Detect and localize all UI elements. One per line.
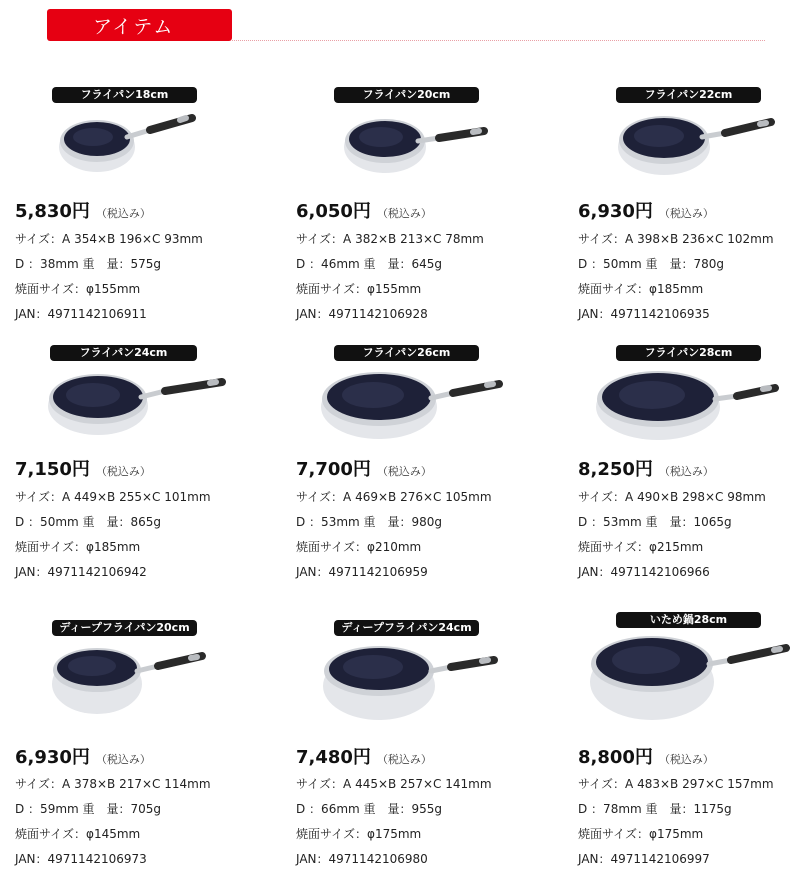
frying-pan-image xyxy=(281,363,541,455)
price: 5,830円 xyxy=(15,201,90,222)
spec-jan: JAN：4971142106928 xyxy=(296,307,428,321)
spec-jan: JAN：4971142106959 xyxy=(296,565,428,579)
spec-depth-weight: D ：59mm 重 量：705g xyxy=(15,802,162,816)
spec-size: サイズ：A 354×B 196×C 93mm xyxy=(15,232,203,246)
product-label: フライパン20cm xyxy=(334,87,479,103)
product-card[interactable] xyxy=(281,87,541,345)
product-label: ディープフライパン20cm xyxy=(52,620,197,636)
deep-frying-pan-image xyxy=(281,638,541,730)
price-line xyxy=(15,743,151,769)
spec-size: サイズ：A 398×B 236×C 102mm xyxy=(578,232,774,246)
spec-surface: 焼面サイズ：φ185mm xyxy=(15,540,141,554)
spec-surface: 焼面サイズ：φ145mm xyxy=(15,827,141,841)
spec-surface: 焼面サイズ：φ185mm xyxy=(578,282,704,296)
price: 8,800円 xyxy=(578,747,653,768)
price: 7,480円 xyxy=(296,747,371,768)
price: 6,050円 xyxy=(296,201,371,222)
price-line xyxy=(578,743,714,769)
price-line xyxy=(296,455,432,481)
price: 8,250円 xyxy=(578,459,653,480)
spec-surface: 焼面サイズ：φ175mm xyxy=(578,827,704,841)
spec-size: サイズ：A 378×B 217×C 114mm xyxy=(15,777,211,791)
product-card[interactable] xyxy=(563,87,800,345)
product-label: フライパン18cm xyxy=(52,87,197,103)
price-line xyxy=(578,197,714,223)
product-card[interactable] xyxy=(281,345,541,603)
price: 7,700円 xyxy=(296,459,371,480)
spec-depth-weight: D ：38mm 重 量：575g xyxy=(15,257,162,271)
product-label: フライパン22cm xyxy=(616,87,761,103)
frying-pan-image xyxy=(281,105,541,197)
product-label: フライパン28cm xyxy=(616,345,761,361)
tax-note: （税込み） xyxy=(95,465,151,478)
tax-note: （税込み） xyxy=(376,207,432,220)
spec-depth-weight: D ：78mm 重 量：1175g xyxy=(578,802,732,816)
price: 6,930円 xyxy=(15,747,90,768)
tax-note: （税込み） xyxy=(658,465,714,478)
spec-jan: JAN：4971142106966 xyxy=(578,565,710,579)
spec-surface: 焼面サイズ：φ215mm xyxy=(578,540,704,554)
spec-size: サイズ：A 449×B 255×C 101mm xyxy=(15,490,211,504)
product-card[interactable] xyxy=(563,612,800,870)
product-label: いため鍋28cm xyxy=(616,612,761,628)
product-label: フライパン26cm xyxy=(334,345,479,361)
product-card[interactable] xyxy=(281,620,541,878)
spec-jan: JAN：4971142106942 xyxy=(15,565,147,579)
tax-note: （税込み） xyxy=(376,465,432,478)
spec-jan: JAN：4971142106997 xyxy=(578,852,710,866)
product-card[interactable] xyxy=(563,345,800,603)
price-line xyxy=(15,197,151,223)
section-header xyxy=(47,9,232,41)
price-line xyxy=(15,455,151,481)
spec-depth-weight: D ：53mm 重 量：1065g xyxy=(578,515,732,529)
spec-jan: JAN：4971142106973 xyxy=(15,852,147,866)
spec-size: サイズ：A 469×B 276×C 105mm xyxy=(296,490,492,504)
spec-depth-weight: D ：66mm 重 量：955g xyxy=(296,802,443,816)
product-label: ディープフライパン24cm xyxy=(334,620,479,636)
section-title: アイテム xyxy=(93,15,175,38)
frying-pan-image xyxy=(0,105,260,197)
frying-pan-image xyxy=(563,363,800,455)
spec-surface: 焼面サイズ：φ210mm xyxy=(296,540,422,554)
tax-note: （税込み） xyxy=(95,207,151,220)
spec-surface: 焼面サイズ：φ155mm xyxy=(296,282,422,296)
product-label: フライパン24cm xyxy=(50,345,197,361)
frying-pan-image xyxy=(0,363,260,455)
spec-surface: 焼面サイズ：φ175mm xyxy=(296,827,422,841)
price-line xyxy=(296,197,432,223)
price: 6,930円 xyxy=(578,201,653,222)
price: 7,150円 xyxy=(15,459,90,480)
spec-depth-weight: D ：50mm 重 量：865g xyxy=(15,515,162,529)
tax-note: （税込み） xyxy=(376,753,432,766)
spec-depth-weight: D ：50mm 重 量：780g xyxy=(578,257,725,271)
spec-surface: 焼面サイズ：φ155mm xyxy=(15,282,141,296)
spec-jan: JAN：4971142106980 xyxy=(296,852,428,866)
product-card[interactable] xyxy=(0,345,260,603)
product-card[interactable] xyxy=(0,87,260,345)
spec-depth-weight: D ：46mm 重 量：645g xyxy=(296,257,443,271)
deep-frying-pan-image xyxy=(0,638,260,730)
product-card[interactable] xyxy=(0,620,260,878)
price-line xyxy=(296,743,432,769)
spec-depth-weight: D ：53mm 重 量：980g xyxy=(296,515,443,529)
tax-note: （税込み） xyxy=(658,753,714,766)
spec-size: サイズ：A 445×B 257×C 141mm xyxy=(296,777,492,791)
spec-size: サイズ：A 483×B 297×C 157mm xyxy=(578,777,774,791)
spec-size: サイズ：A 490×B 298×C 98mm xyxy=(578,490,766,504)
spec-size: サイズ：A 382×B 213×C 78mm xyxy=(296,232,484,246)
header-divider xyxy=(232,40,765,41)
frying-pan-image xyxy=(563,105,800,197)
spec-jan: JAN：4971142106935 xyxy=(578,307,710,321)
price-line xyxy=(578,455,714,481)
wok-image xyxy=(563,630,800,728)
spec-jan: JAN：4971142106911 xyxy=(15,307,147,321)
tax-note: （税込み） xyxy=(95,753,151,766)
tax-note: （税込み） xyxy=(658,207,714,220)
